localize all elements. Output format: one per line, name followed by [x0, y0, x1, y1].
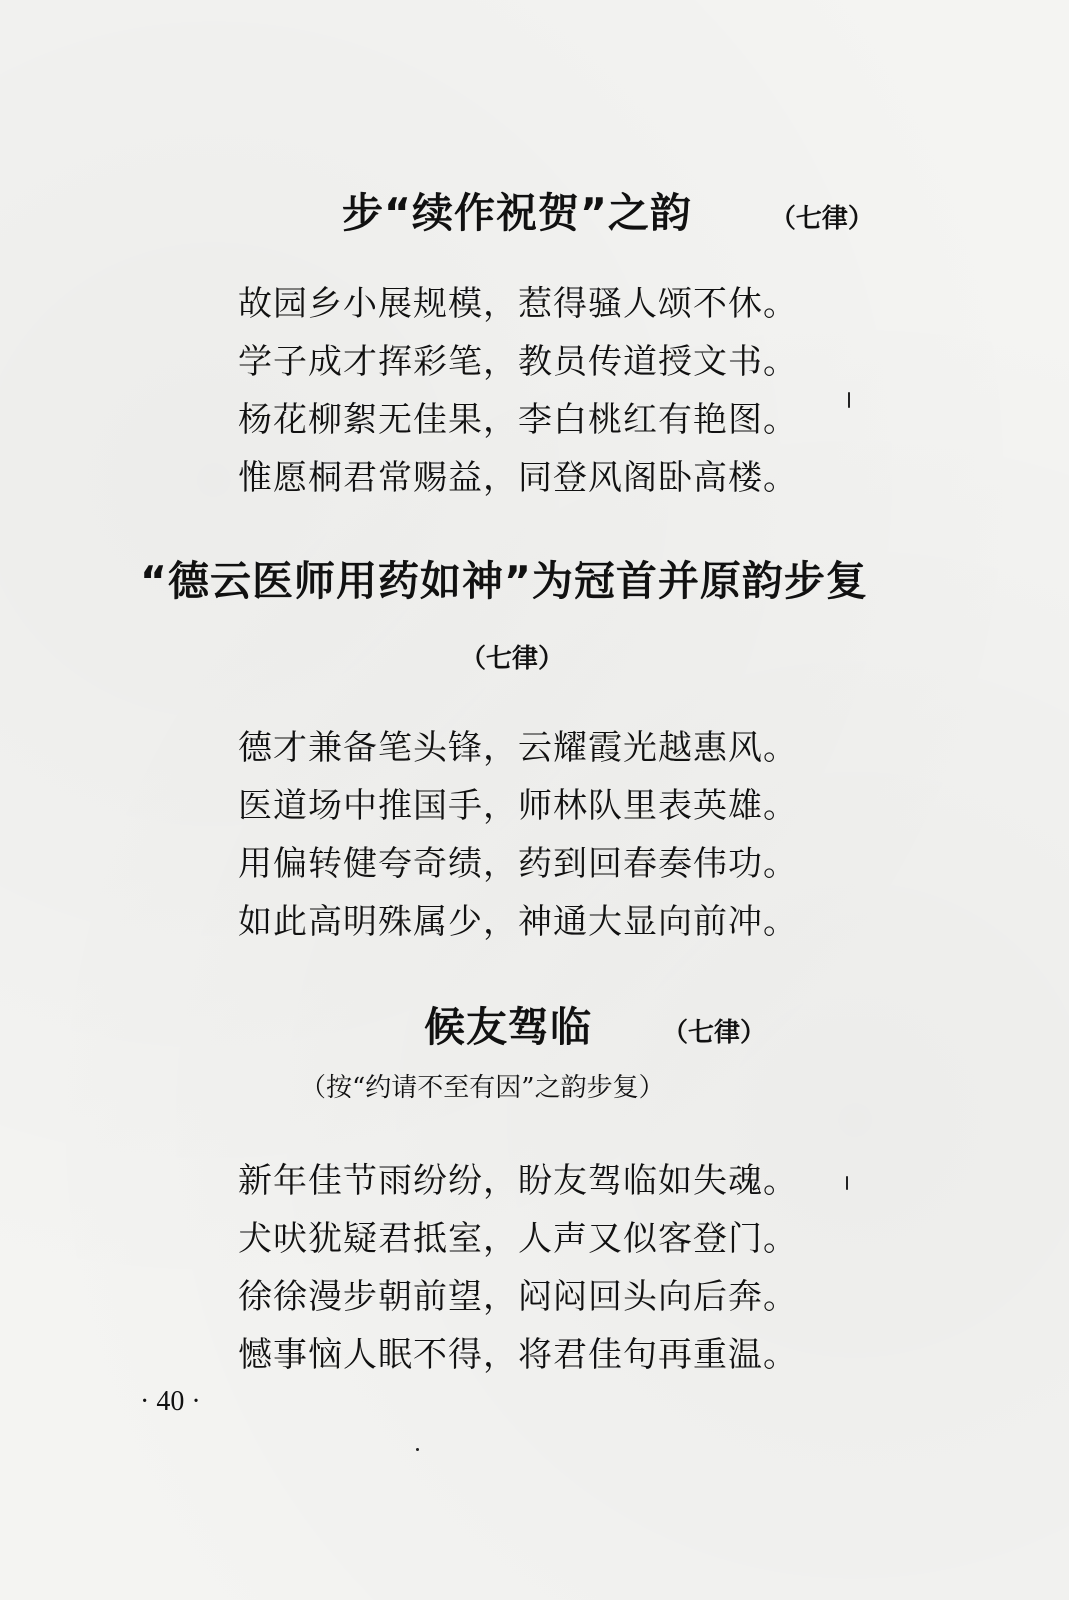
poem-1-heading: [342, 180, 874, 239]
poem-3-form: （七律）: [662, 1018, 767, 1048]
poem-line: 德才兼备笔头锋，云耀霞光越惠风。: [238, 728, 798, 768]
poem-1-stanza: [238, 275, 798, 507]
poem-line: 学子成才挥彩笔，教员传道授文书。: [238, 342, 798, 382]
poem-3-stanza: [238, 1152, 798, 1384]
page-number: · 40 ·: [140, 1386, 201, 1417]
poem-line: 惟愿桐君常赐益，同登风阁卧高楼。: [238, 458, 798, 498]
poem-1-title: 步“续作祝贺”之韵: [342, 189, 692, 237]
poem-line: 医道场中推国手，师林队里表英雄。: [238, 786, 798, 826]
poem-line: 犬吠犹疑君抵室，人声又似客登门。: [238, 1219, 798, 1259]
poem-3-title: 候友驾临: [424, 1003, 592, 1051]
poem-1-form: （七律）: [769, 204, 874, 234]
poem-3-note: （按“约请不至有因”之韵步复）: [300, 1073, 665, 1103]
poem-line: 故园乡小展规模，惹得骚人颂不休。: [238, 284, 798, 324]
poem-2-heading: [140, 548, 868, 607]
scan-speck: [846, 1176, 848, 1190]
scan-speck: [416, 1448, 419, 1451]
poem-line: 徐徐漫步朝前望，闷闷回头向后奔。: [238, 1277, 798, 1317]
poem-2-stanza: [238, 719, 798, 951]
poem-line: 如此高明殊属少，神通大显向前冲。: [238, 902, 798, 942]
poem-3-heading: [424, 994, 766, 1053]
poem-2-form: （七律）: [460, 644, 565, 674]
scan-speck: [848, 392, 850, 408]
poem-2-title: “德云医师用药如神”为冠首并原韵步复: [140, 557, 868, 605]
poem-line: 用偏转健夸奇绩，药到回春奏伟功。: [238, 844, 798, 884]
poem-line: 憾事恼人眠不得，将君佳句再重温。: [238, 1335, 798, 1375]
poem-line: 新年佳节雨纷纷，盼友驾临如失魂。: [238, 1161, 798, 1201]
poem-line: 杨花柳絮无佳果，李白桃红有艳图。: [238, 400, 798, 440]
